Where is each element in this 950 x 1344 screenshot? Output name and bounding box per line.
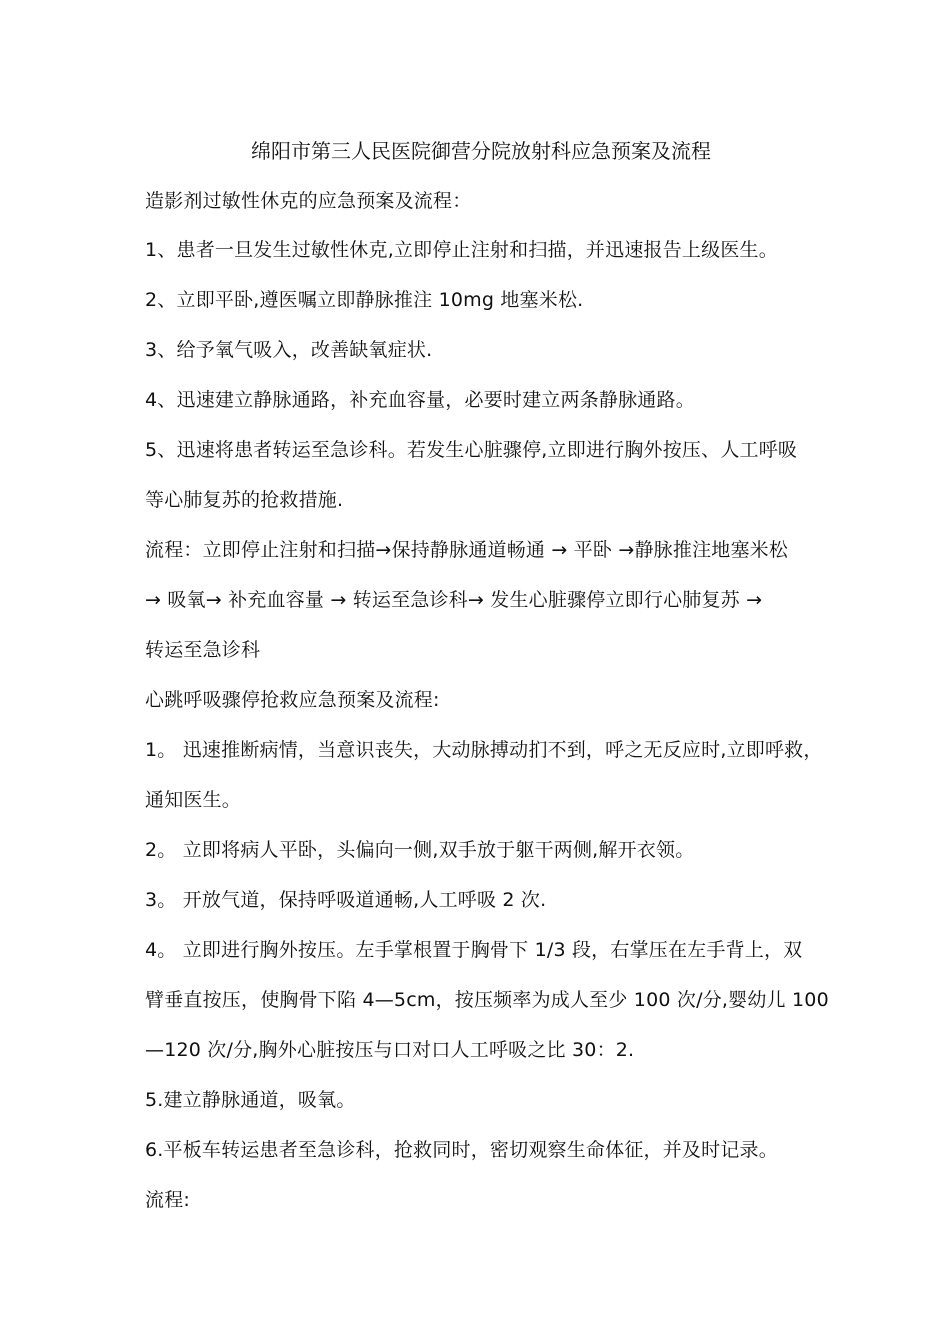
section1-item: 1、患者一旦发生过敏性休克,立即停止注射和扫描，并迅速报告上级医生。 — [145, 239, 778, 261]
section1-heading: 造影剂过敏性休克的应急预案及流程： — [145, 190, 472, 212]
section2-item: 4。 立即进行胸外按压。左手掌根置于胸骨下 1/3 段，右掌压在左手背上，双 — [145, 939, 803, 961]
section1-item: 4、迅速建立静脉通路，补充血容量，必要时建立两条静脉通路。 — [145, 389, 695, 411]
section2-item: 通知医生。 — [145, 789, 242, 811]
section2-item: 5.建立静脉通道，吸氧。 — [145, 1089, 356, 1111]
section1-item: 2、立即平卧,遵医嘱立即静脉推注 10mg 地塞米松. — [145, 289, 584, 311]
section1-flow-line: → 吸氧→ 补充血容量 → 转运至急诊科→ 发生心脏骤停立即行心肺复苏 → — [145, 589, 763, 611]
section2-item: 2。 立即将病人平卧，头偏向一侧,双手放于躯干两侧,解开衣领。 — [145, 839, 695, 861]
section1-flow-line: 转运至急诊科 — [145, 639, 261, 661]
section2-item: —120 次/分,胸外心脏按压与口对口人工呼吸之比 30：2. — [145, 1039, 635, 1061]
section2-flow-label: 流程: — [145, 1189, 191, 1211]
section2-item: 1。 迅速推断病情，当意识丧失，大动脉搏动扪不到，呼之无反应时,立即呼救， — [145, 739, 823, 761]
section2-item: 臂垂直按压，使胸骨下陷 4—5cm，按压频率为成人至少 100 次/分,婴幼儿 100 — [145, 989, 829, 1011]
section2-item: 6.平板车转运患者至急诊科，抢救同时，密切观察生命体征，并及时记录。 — [145, 1139, 778, 1161]
document-title: 绵阳市第三人民医院御营分院放射科应急预案及流程 — [251, 139, 711, 163]
section1-item: 等心肺复苏的抢救措施. — [145, 489, 344, 511]
section2-item: 3。 开放气道，保持呼吸道通畅,人工呼吸 2 次. — [145, 889, 547, 911]
section1-flow-line: 流程：立即停止注射和扫描→保持静脉通道畅通 → 平卧 →静脉推注地塞米松 — [145, 539, 789, 561]
section1-item: 3、给予氧气吸入，改善缺氧症状. — [145, 339, 433, 361]
section1-item: 5、迅速将患者转运至急诊科。若发生心脏骤停,立即进行胸外按压、人工呼吸 — [145, 439, 798, 461]
section2-heading: 心跳呼吸骤停抢救应急预案及流程: — [145, 689, 440, 711]
